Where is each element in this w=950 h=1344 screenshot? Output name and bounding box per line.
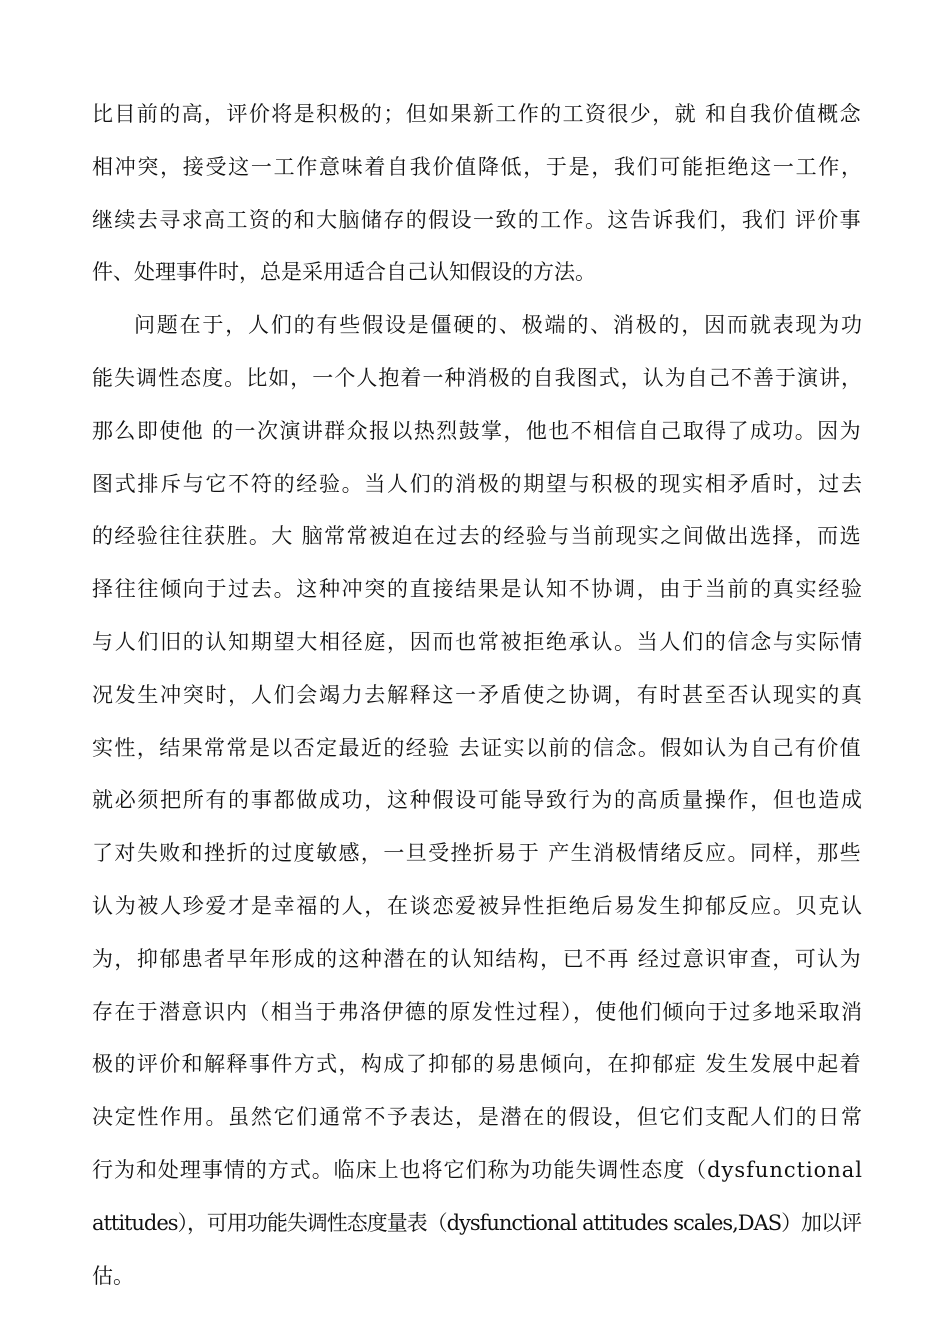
text-line: 的经验往往获胜。大 脑常常被迫在过去的经验与当前现实之间做出选择，而选 <box>92 524 862 549</box>
text-line: 存在于潜意识内（相当于弗洛伊德的原发性过程），使他们倾向于过多地采取消 <box>92 999 864 1024</box>
paragraph-2-line-9 <box>92 722 862 775</box>
text-line: 继续去寻求高工资的和大脑储存的假设一致的工作。这告诉我们，我们 评价事 <box>92 207 862 232</box>
text-line: 决定性作用。虽然它们通常不予表达，是潜在的假设，但它们支配人们的日常 <box>92 1105 864 1130</box>
paragraph-2-line-3 <box>92 405 862 458</box>
text-line: attitudes），可用功能失调性态度量表（dysfunctional attitudes scales,DAS）加以评 <box>92 1210 861 1235</box>
paragraph-2-line-4 <box>92 458 862 511</box>
paragraph-2-line-17 <box>92 1144 862 1197</box>
text-line: 行为和处理事情的方式。临床上也将它们称为功能失调性态度（dysfunctional <box>92 1157 863 1182</box>
text-line: 估。 <box>92 1263 134 1288</box>
paragraph-2-line-12 <box>92 880 862 933</box>
text-line: 比目前的高，评价将是积极的；但如果新工作的工资很少，就 和自我价值概念 <box>92 102 862 126</box>
paragraph-2-line-7 <box>92 616 862 669</box>
text-line: 件、处理事件时，总是采用适合自己认知假设的方法。 <box>92 260 596 285</box>
text-line: 极的评价和解释事件方式，构成了抑郁的易患倾向，在抑郁症 发生发展中起着 <box>92 1052 862 1077</box>
text-line: 能失调性态度。比如，一个人抱着一种消极的自我图式，认为自己不善于演讲， <box>92 365 864 390</box>
paragraph-2-line-14 <box>92 986 862 1039</box>
paragraph-1-line-3 <box>92 194 862 247</box>
paragraph-2-line-8 <box>92 669 862 722</box>
paragraph-2-line-19 <box>92 1250 862 1303</box>
paragraph-2-line-10 <box>92 774 862 827</box>
text-line: 实性，结果常常是以否定最近的经验 去证实以前的信念。假如认为自己有价值 <box>92 735 862 760</box>
body-text <box>92 88 862 1302</box>
text-line: 认为被人珍爱才是幸福的人，在谈恋爱被异性拒绝后易发生抑郁反应。贝克认 <box>92 893 864 918</box>
paragraph-2-line-11 <box>92 827 862 880</box>
paragraph-1-line-1 <box>92 88 862 141</box>
paragraph-1-line-4 <box>92 246 862 299</box>
text-line: 问题在于，人们的有些假设是僵硬的、极端的、消极的，因而就表现为功 <box>134 313 864 338</box>
paragraph-2-line-5 <box>92 510 862 563</box>
paragraph-2-line-18 <box>92 1197 862 1250</box>
paragraph-1-line-2 <box>92 141 862 194</box>
paragraph-2-line-15 <box>92 1038 862 1091</box>
text-line: 就必须把所有的事都做成功，这种假设可能导致行为的高质量操作，但也造成 <box>92 788 864 813</box>
paragraph-2-line-2 <box>92 352 862 405</box>
text-line: 择往往倾向于过去。这种冲突的直接结果是认知不协调，由于当前的真实经验 <box>92 577 864 602</box>
text-line: 为，抑郁患者早年形成的这种潜在的认知结构，已不再 经过意识审查，可认为 <box>92 946 862 971</box>
paragraph-2-line-6 <box>92 563 862 616</box>
text-line: 图式排斥与它不符的经验。当人们的消极的期望与积极的现实相矛盾时，过去 <box>92 471 864 496</box>
text-line: 与人们旧的认知期望大相径庭，因而也常被拒绝承认。当人们的信念与实际情 <box>92 629 864 654</box>
paragraph-2-line-1 <box>92 299 862 352</box>
text-line: 相冲突，接受这一工作意味着自我价值降低，于是，我们可能拒绝这一工作， <box>92 154 864 179</box>
text-line: 况发生冲突时，人们会竭力去解释这一矛盾使之协调，有时甚至否认现实的真 <box>92 682 864 707</box>
paragraph-2-line-16 <box>92 1091 862 1144</box>
text-line: 那么即使他 的一次演讲群众报以热烈鼓掌，他也不相信自己取得了成功。因为 <box>92 418 862 443</box>
text-line: 了对失败和挫折的过度敏感，一旦受挫折易于 产生消极情绪反应。同样，那些 <box>92 841 862 866</box>
paragraph-2-line-13 <box>92 933 862 986</box>
